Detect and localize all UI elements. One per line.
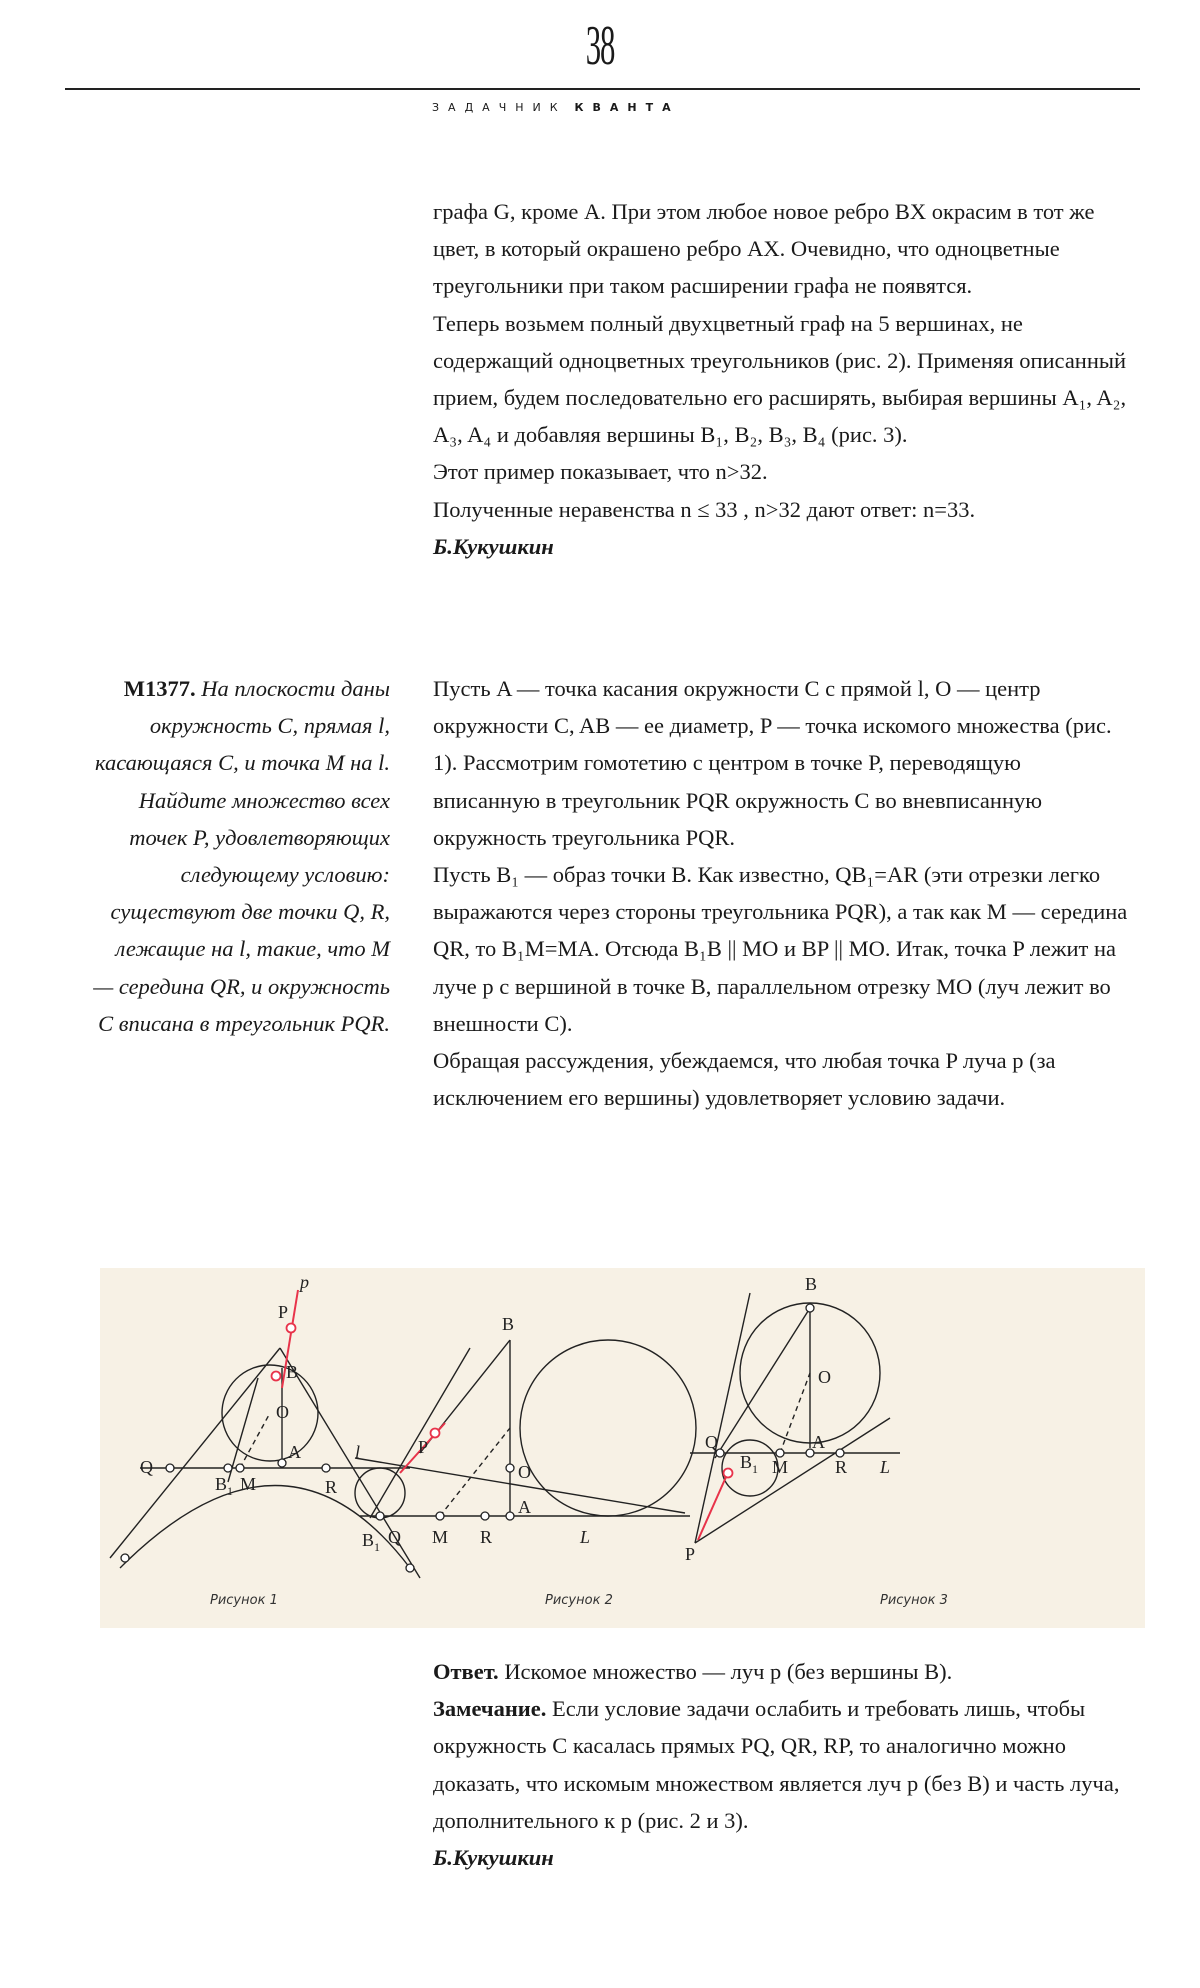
fig2-segment-mo xyxy=(440,1428,510,1516)
fig1-point-p xyxy=(287,1324,296,1333)
solution-paragraph-2: Пусть B₁ — образ точки B. Как известно, QB₁=AR (эти отрезки легко выражаются через стороны треугольника PQR), а так как M — середина QR, то B₁M=MA. Отсюда B₁B || MO и BP || MO. Итак, точка P лежит на луче p с вершиной в точке B, параллельном отрезку MO (луч лежит во внешности C). xyxy=(433,862,1128,1036)
fig3-point-b xyxy=(806,1304,814,1312)
problem-statement xyxy=(90,670,390,1042)
answer-body: Искомое множество — луч p (без вершины B). xyxy=(498,1659,953,1684)
fig3-point-b1-red xyxy=(724,1469,733,1478)
problem-number: M1377. xyxy=(123,676,196,701)
fig2-point-r xyxy=(481,1512,489,1520)
header-rule xyxy=(65,88,1140,90)
fig3-label-L: L xyxy=(880,1457,891,1477)
continuation-paragraph-2: Теперь возьмем полный двухцветный граф на 5 вершинах, не содержащий одноцветных треугольников (рис. 2). Применяя описанный прием, будем последовательно его расширять, выбирая вершины A₁, A₂, A₃, A₄ и добавляя вершины B₁, B₂, B₃, B₄ (рис. 3). xyxy=(433,310,1127,448)
answer-paragraph xyxy=(433,1653,1133,1690)
figures-panel xyxy=(100,1268,1145,1628)
section-title xyxy=(432,101,680,114)
figure-2 xyxy=(355,1340,696,1518)
section-title-normal: ЗАДАЧНИК xyxy=(432,101,567,114)
solution-paragraph-3: Обращая рассуждения, убеждаемся, что любая точка P луча p (за исключением его вершины) удовлетворяет условию задачи. xyxy=(433,1048,1056,1111)
answer-text xyxy=(433,1653,1133,1876)
answer-author: Б.Кукушкин xyxy=(433,1845,554,1871)
problem-text: На плоскости даны окружность C, прямая l, касающаяся C, и точка M на l. Найдите множество всех точек P, удовлетворяющих следующему условию: существуют две точки Q, R, лежащие на l, такие, что M — середина QR, и окружность C вписана в треугольник PQR. xyxy=(93,676,390,1036)
fig1-label-p-small: p xyxy=(300,1272,309,1292)
solution-text xyxy=(433,670,1133,1116)
fig1-label-M: M xyxy=(240,1474,257,1494)
continuation-paragraph-3: Этот пример показывает, что n>32. xyxy=(433,459,768,485)
fig2-label-M: M xyxy=(432,1527,449,1547)
fig1-point-r xyxy=(322,1464,330,1472)
fig1-label-B: B xyxy=(286,1362,299,1382)
fig3-label-B1-sub: 1 xyxy=(752,1462,759,1476)
fig2-point-b-red xyxy=(431,1429,440,1438)
fig3-label-P: P xyxy=(685,1544,696,1564)
remark-paragraph xyxy=(433,1690,1133,1839)
fig2-point-q xyxy=(376,1512,384,1520)
fig1-point-extra-2 xyxy=(406,1564,414,1572)
continuation-paragraph-4: Полученные неравенства n ≤ 33 , n>32 дают ответ: n=33. xyxy=(433,496,976,522)
fig3-label-B1-main: B xyxy=(740,1452,753,1472)
fig2-label-R: R xyxy=(480,1527,493,1547)
fig3-point-m xyxy=(776,1449,784,1457)
fig3-label-O: O xyxy=(818,1367,831,1387)
fig2-small-circle xyxy=(355,1468,405,1518)
fig1-point-q xyxy=(166,1464,174,1472)
fig1-excircle-arc xyxy=(120,1486,410,1569)
fig3-label-B: B xyxy=(805,1274,818,1294)
fig2-point-m xyxy=(436,1512,444,1520)
fig1-point-extra-1 xyxy=(121,1554,129,1562)
fig3-ray-p xyxy=(698,1468,730,1540)
fig3-label-B1 xyxy=(740,1452,758,1476)
continuation-paragraph-1: графа G, кроме A. При этом любое новое ребро BX окрасим в тот же цвет, в который окрашено ребро AX. Очевидно, что одноцветные треугольники при таком расширении графа не появятся. xyxy=(433,199,1095,299)
fig1-segment-mo xyxy=(240,1413,270,1468)
fig3-point-r xyxy=(836,1449,844,1457)
fig2-label-B: B xyxy=(502,1314,515,1334)
fig2-label-B1 xyxy=(362,1530,380,1554)
fig2-label-L: L xyxy=(580,1527,591,1547)
fig3-label-A: A xyxy=(812,1432,825,1452)
fig1-point-m xyxy=(236,1464,244,1472)
fig2-point-a xyxy=(506,1512,514,1520)
fig2-label-P: P xyxy=(418,1437,429,1457)
fig3-segment-b1b xyxy=(715,1308,810,1458)
continuation-text xyxy=(433,193,1133,565)
fig2-label-O: O xyxy=(518,1462,531,1482)
fig2-label-B1-main: B xyxy=(362,1530,375,1550)
figures-svg xyxy=(100,1268,1145,1628)
fig2-label-Q: Q xyxy=(388,1527,401,1547)
section-title-bold: КВАНТА xyxy=(574,101,680,114)
fig2-point-o xyxy=(506,1464,514,1472)
fig3-side-1 xyxy=(695,1293,753,1543)
remark-body: Если условие задачи ослабить и требовать лишь, чтобы окружность C касалась прямых PQ, QR, RP, то аналогично можно доказать, что искомым множеством является луч p (без B) и часть луча, дополнительного к p (рис. 2 и 3). xyxy=(433,1696,1120,1833)
fig1-incircle xyxy=(222,1365,318,1461)
fig1-label-B1-main: B xyxy=(215,1474,228,1494)
fig1-side-pq xyxy=(110,1348,280,1558)
fig1-label-R: R xyxy=(325,1477,338,1497)
fig1-label-B1-sub: 1 xyxy=(227,1484,234,1498)
fig1-label-O: O xyxy=(276,1402,289,1422)
fig2-tangent-2 xyxy=(370,1348,470,1518)
figure-1-caption: Рисунок 1 xyxy=(210,1593,278,1608)
fig3-label-M: M xyxy=(772,1457,789,1477)
figure-3-caption: Рисунок 3 xyxy=(880,1593,948,1608)
solution-paragraph-1: Пусть A — точка касания окружности C с прямой l, O — центр окружности C, AB — ее диаметр, P — точка искомого множества (рис. 1). Рассмотрим гомотетию с центром в точке P, переводящую вписанную в треугольник PQR окружность C во вневписанную окружность треугольника PQR. xyxy=(433,676,1112,850)
fig1-point-a xyxy=(278,1459,286,1467)
remark-label: Замечание. xyxy=(433,1696,547,1722)
fig1-label-P: P xyxy=(278,1302,289,1322)
figure-2-caption: Рисунок 2 xyxy=(545,1593,613,1608)
continuation-author: Б.Кукушкин xyxy=(433,533,554,559)
fig1-label-A: A xyxy=(288,1442,301,1462)
fig2-label-A: A xyxy=(518,1497,531,1517)
fig1-label-l: l xyxy=(355,1442,361,1462)
fig1-label-Q: Q xyxy=(140,1457,153,1477)
fig1-point-b1 xyxy=(224,1464,232,1472)
fig1-point-b xyxy=(272,1372,281,1381)
figure-3 xyxy=(690,1293,900,1543)
fig3-label-R: R xyxy=(835,1457,848,1477)
answer-label: Ответ. xyxy=(433,1659,499,1684)
page-number: 38 xyxy=(585,15,615,77)
fig3-label-Q: Q xyxy=(705,1432,718,1452)
fig1-label-B1 xyxy=(215,1474,233,1498)
fig2-label-B1-sub: 1 xyxy=(374,1540,381,1554)
